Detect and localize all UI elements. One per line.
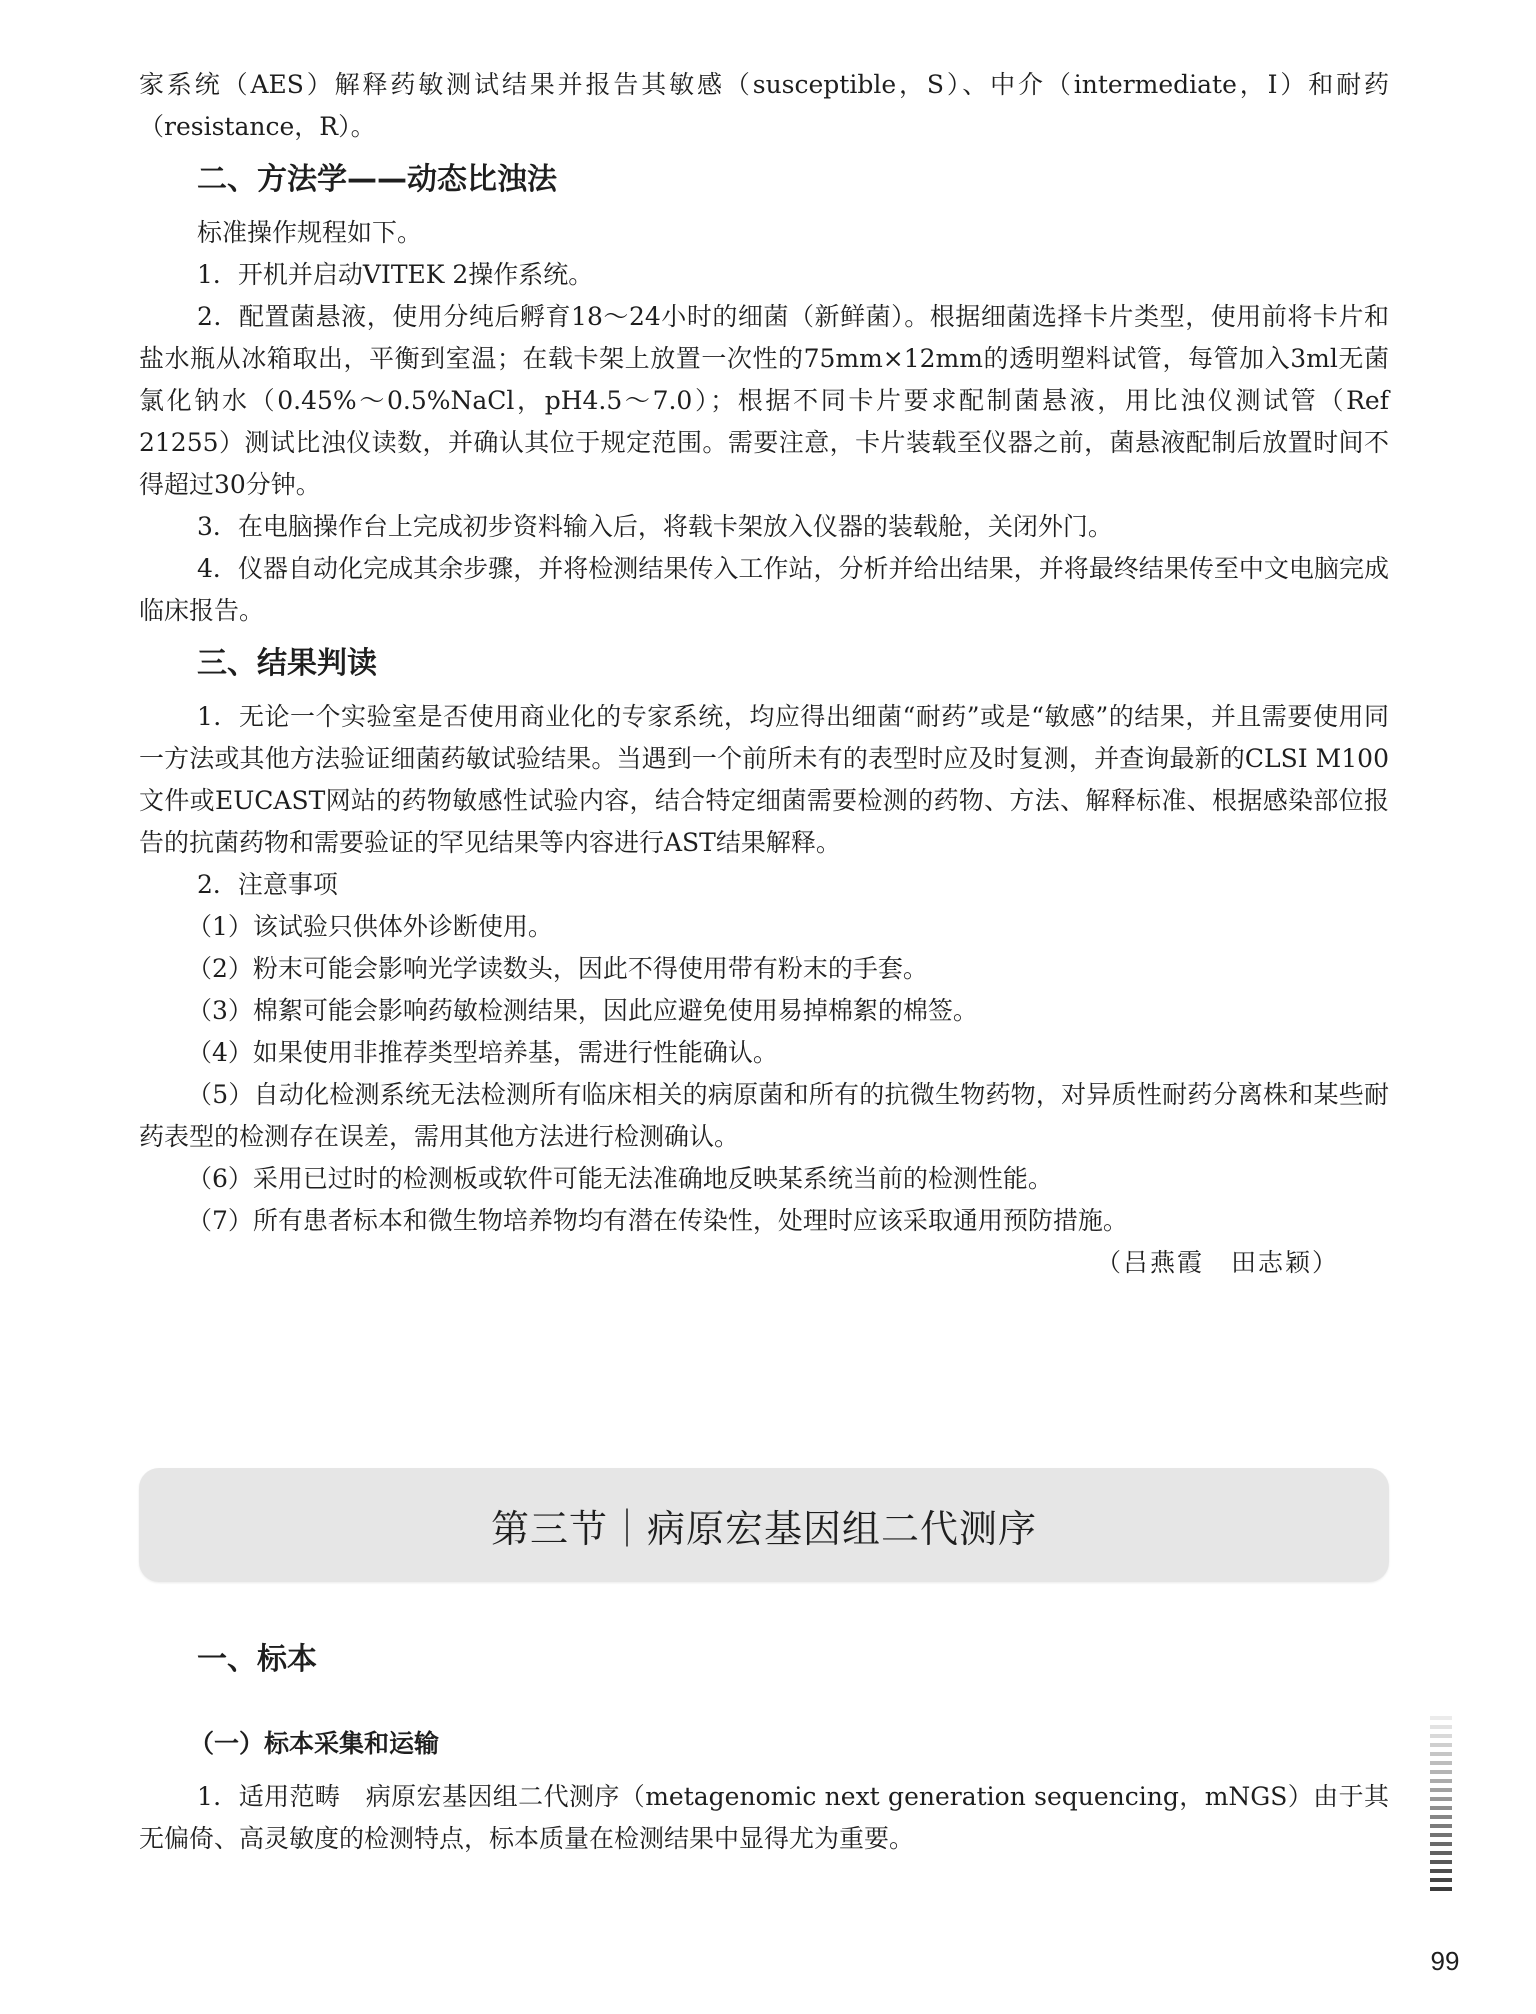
edge-tick bbox=[1430, 1779, 1452, 1783]
edge-tick bbox=[1430, 1869, 1452, 1873]
edge-tick bbox=[1430, 1761, 1452, 1765]
method-step-4: 4．仪器自动化完成其余步骤，并将检测结果传入工作站，分析并给出结果，并将最终结果传至中文电脑完成临床报告。 bbox=[139, 554, 1389, 625]
note-6: （6）采用已过时的检测板或软件可能无法准确地反映某系统当前的检测性能。 bbox=[187, 1164, 1053, 1193]
edge-tick bbox=[1430, 1752, 1452, 1756]
edge-tick bbox=[1430, 1806, 1452, 1810]
section3-content bbox=[139, 1640, 1389, 1860]
edge-tick bbox=[1430, 1797, 1452, 1801]
section3-paragraph-1: 1．适用范畴 病原宏基因组二代测序（metagenomic next generation sequencing，mNGS）由于其无偏倚、高灵敏度的检测特点，标本质量在检测结果中显得尤为重要。 bbox=[139, 1782, 1389, 1853]
method-step-2: 2．配置菌悬液，使用分纯后孵育18～24小时的细菌（新鲜菌）。根据细菌选择卡片类型，使用前将卡片和盐水瓶从冰箱取出，平衡到室温；在载卡架上放置一次性的75mm×12mm的透明塑料试管，每管加入3ml无菌氯化钠水（0.45%～0.5%NaCl，pH4.5～7.0）；根据不同卡片要求配制菌悬液，用比浊仪测试管（Ref 21255）测试比浊仪读数，并确认其位于规定范围。需要注意，卡片装载至仪器之前，菌悬液配制后放置时间不得超过30分钟。 bbox=[139, 302, 1389, 499]
edge-tick bbox=[1430, 1878, 1452, 1882]
edge-tick bbox=[1430, 1833, 1452, 1837]
note-3: （3）棉絮可能会影响药敏检测结果，因此应避免使用易掉棉絮的棉签。 bbox=[187, 996, 978, 1025]
results-paragraph-1: 1．无论一个实验室是否使用商业化的专家系统，均应得出细菌“耐药”或是“敏感”的结果，并且需要使用同一方法或其他方法验证细菌药敏试验结果。当遇到一个前所未有的表型时应及时复测，并查询最新的CLSI M100文件或EUCAST网站的药物敏感性试验内容，结合特定细菌需要检测的药物、方法、解释标准、根据感染部位报告的抗菌药物和需要验证的罕见结果等内容进行AST结果解释。 bbox=[139, 702, 1389, 857]
edge-tick bbox=[1430, 1887, 1452, 1891]
section-title: 第三节｜病原宏基因组二代测序 bbox=[490, 1506, 1037, 1551]
note-5: （5）自动化检测系统无法检测所有临床相关的病原菌和所有的抗微生物药物，对异质性耐药分离株和某些耐药表型的检测存在误差，需用其他方法进行检测确认。 bbox=[139, 1080, 1389, 1151]
intro-continuation: 家系统（AES）解释药敏测试结果并报告其敏感（susceptible，S）、中介（intermediate，I）和耐药（resistance，R）。 bbox=[139, 70, 1389, 141]
method-step-3: 3．在电脑操作台上完成初步资料输入后，将载卡架放入仪器的装载舱，关闭外门。 bbox=[197, 512, 1113, 541]
edge-tick bbox=[1430, 1824, 1452, 1828]
edge-tick bbox=[1430, 1716, 1452, 1720]
method-step-1: 1．开机并启动VITEK 2操作系统。 bbox=[197, 260, 594, 289]
heading-results: 三、结果判读 bbox=[197, 646, 377, 681]
edge-tick bbox=[1430, 1851, 1452, 1855]
authors: （吕燕霞 田志颖） bbox=[1095, 1248, 1339, 1277]
section-title-banner bbox=[139, 1468, 1389, 1582]
edge-tick bbox=[1430, 1743, 1452, 1747]
edge-tick bbox=[1430, 1725, 1452, 1729]
subheading-collection-transport: （一）标本采集和运输 bbox=[189, 1729, 440, 1758]
method-lead: 标准操作规程如下。 bbox=[197, 218, 423, 247]
note-4: （4）如果使用非推荐类型培养基，需进行性能确认。 bbox=[187, 1038, 778, 1067]
results-paragraph-2: 2．注意事项 bbox=[197, 870, 338, 899]
page-content bbox=[139, 64, 1389, 1284]
note-7: （7）所有患者标本和微生物培养物均有潜在传染性，处理时应该采取通用预防措施。 bbox=[187, 1206, 1128, 1235]
page-edge-gradient-bar bbox=[1430, 1716, 1452, 1896]
heading-specimen: 一、标本 bbox=[197, 1642, 317, 1677]
edge-tick bbox=[1430, 1842, 1452, 1846]
heading-methodology: 二、方法学——动态比浊法 bbox=[197, 162, 557, 197]
note-2: （2）粉末可能会影响光学读数头，因此不得使用带有粉末的手套。 bbox=[187, 954, 928, 983]
edge-tick bbox=[1430, 1770, 1452, 1774]
note-1: （1）该试验只供体外诊断使用。 bbox=[187, 912, 553, 941]
edge-tick bbox=[1430, 1815, 1452, 1819]
edge-tick bbox=[1430, 1788, 1452, 1792]
edge-tick bbox=[1430, 1860, 1452, 1864]
page-number: 99 bbox=[1430, 1946, 1460, 1976]
edge-tick bbox=[1430, 1734, 1452, 1738]
